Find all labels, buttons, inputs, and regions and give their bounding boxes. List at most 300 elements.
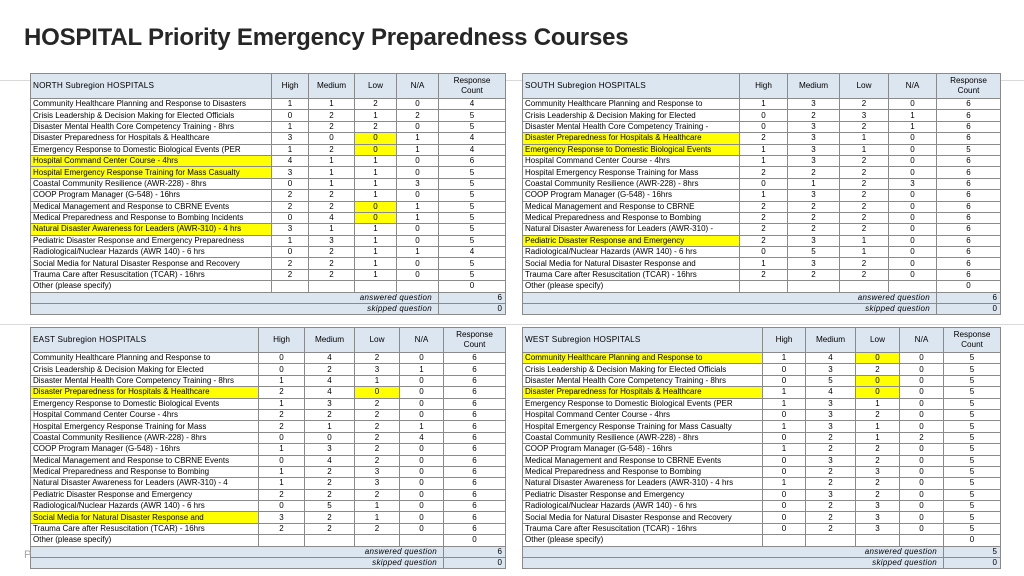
response-count-cell: 5 [944,409,1001,420]
course-name-cell: Radiological/Nuclear Hazards (AWR 140) - 6 hrs [31,501,259,512]
na-value-cell: 0 [900,421,944,432]
table-row [31,512,506,523]
medium-value-cell: 2 [788,224,840,235]
high-value-cell: 1 [740,155,788,166]
na-value-cell: 0 [889,133,937,144]
medium-value-cell: 1 [309,155,355,166]
response-count-header [944,328,1001,353]
medium-value-cell: 4 [305,375,355,386]
response-count-cell: 6 [937,201,1001,212]
answered-question-value: 5 [944,546,1001,557]
medium-value-cell: 2 [788,201,840,212]
na-value-cell: 4 [400,432,444,443]
table-row [523,421,1001,432]
high-value-cell: 2 [272,269,309,280]
na-column-header: N/A [889,74,937,99]
course-name-cell: Emergency Response to Domestic Biological Events [31,398,259,409]
na-value-cell: 2 [900,432,944,443]
low-value-cell: 2 [355,444,400,455]
table-row [523,235,1001,246]
na-value-cell [889,281,937,292]
response-count-cell: 4 [439,99,506,110]
response-count-cell: 6 [444,489,506,500]
high-value-cell: 2 [740,224,788,235]
answered-question-value: 6 [444,546,506,557]
course-name-cell: Hospital Command Center Course - 4hrs [523,155,740,166]
na-value-cell: 0 [900,501,944,512]
na-value-cell: 0 [397,99,439,110]
low-value-cell: 2 [355,432,400,443]
response-count-cell: 5 [944,421,1001,432]
low-value-cell: 2 [355,121,397,132]
low-value-cell [355,281,397,292]
response-count-cell: 5 [944,364,1001,375]
medium-value-cell [309,281,355,292]
high-value-cell: 2 [272,258,309,269]
low-column-header: Low [355,328,400,353]
high-value-cell: 0 [259,364,305,375]
medium-value-cell: 3 [305,444,355,455]
skipped-question-label: skipped question [31,558,444,569]
course-name-cell: Natural Disaster Awareness for Leaders (AWR-310) - 4 [31,478,259,489]
na-value-cell: 0 [397,269,439,280]
course-name-cell: Community Healthcare Planning and Response to [31,353,259,364]
na-value-cell: 0 [400,478,444,489]
response-count-cell: 5 [944,387,1001,398]
response-count-header-line1: Response [456,330,493,339]
response-count-cell: 6 [937,178,1001,189]
high-value-cell: 2 [740,167,788,178]
high-column-header: High [763,328,806,353]
course-name-cell: Medical Preparedness and Response to Bombing [523,466,763,477]
course-name-cell: Medical Management and Response to CBRNE [523,201,740,212]
low-value-cell: 1 [355,501,400,512]
medium-value-cell: 2 [788,167,840,178]
course-name-cell: Natural Disaster Awareness for Leaders (AWR-310) - 4 hrs [523,478,763,489]
response-count-cell: 6 [444,353,506,364]
table-row [523,512,1001,523]
course-name-cell: Hospital Emergency Response Training for Mass [523,167,740,178]
na-value-cell: 0 [900,398,944,409]
high-column-header: High [272,74,309,99]
response-count-cell: 6 [937,99,1001,110]
table-row [523,269,1001,280]
na-value-cell [400,535,444,546]
medium-value-cell: 3 [788,155,840,166]
high-value-cell: 2 [259,421,305,432]
table-row [31,247,506,258]
high-value-cell: 1 [740,99,788,110]
response-count-header-line2: Count [463,340,486,349]
table-row [31,258,506,269]
response-count-cell: 6 [444,455,506,466]
high-value-cell: 1 [272,99,309,110]
low-value-cell: 2 [840,178,889,189]
table-row [31,201,506,212]
medium-value-cell: 2 [806,478,856,489]
table-row [523,281,1001,292]
answered-question-value: 6 [937,292,1001,303]
low-value-cell: 1 [355,155,397,166]
course-name-cell: Medical Preparedness and Response to Bombing [31,466,259,477]
medium-value-cell: 4 [305,387,355,398]
table-header-row [523,328,1001,353]
response-count-header-line2: Count [461,86,483,95]
answered-question-row [31,546,506,557]
course-name-cell: Hospital Command Center Course - 4hrs [31,155,272,166]
response-count-cell: 0 [439,281,506,292]
response-count-cell: 0 [944,535,1001,546]
response-count-cell: 6 [937,235,1001,246]
answered-question-label: answered question [31,546,444,557]
medium-value-cell: 2 [309,190,355,201]
na-value-cell: 1 [397,247,439,258]
low-value-cell: 2 [856,364,900,375]
na-value-cell: 0 [889,247,937,258]
medium-value-cell: 3 [309,235,355,246]
medium-value-cell: 2 [788,269,840,280]
na-value-cell: 0 [900,375,944,386]
course-name-cell: Medical Preparedness and Response to Bombing [523,212,740,223]
na-value-cell: 1 [400,364,444,375]
table-row [523,478,1001,489]
high-value-cell: 0 [763,409,806,420]
high-value-cell: 0 [740,110,788,121]
low-value-cell: 2 [856,455,900,466]
high-value-cell: 2 [259,523,305,534]
table-region-header: EAST Subregion HOSPITALS [31,328,259,353]
low-value-cell: 2 [840,155,889,166]
course-name-cell: Disaster Preparedness for Hospitals & Healthcare [31,133,272,144]
skipped-question-value: 0 [937,304,1001,315]
low-value-cell: 1 [355,224,397,235]
response-count-cell: 0 [937,281,1001,292]
high-value-cell: 2 [740,269,788,280]
middle-divider [0,324,1024,325]
high-value-cell: 3 [259,512,305,523]
course-name-cell: Hospital Emergency Response Training for Mass Casualty [523,421,763,432]
table-row [523,387,1001,398]
table-row [523,190,1001,201]
answered-question-label: answered question [523,546,944,557]
low-value-cell: 1 [840,144,889,155]
medium-value-cell: 4 [309,212,355,223]
table-row [31,281,506,292]
table-row [523,409,1001,420]
course-name-cell: Medical Management and Response to CBRNE Events [523,455,763,466]
high-value-cell: 2 [259,489,305,500]
na-value-cell: 0 [397,167,439,178]
skipped-question-value: 0 [944,558,1001,569]
response-count-header-line2: Count [957,86,980,95]
response-count-cell: 6 [444,466,506,477]
table-row [31,523,506,534]
na-value-cell: 0 [889,224,937,235]
table-row [31,212,506,223]
table-row [31,387,506,398]
table-header-row [523,74,1001,99]
table-row [523,375,1001,386]
response-count-cell: 5 [944,444,1001,455]
high-value-cell: 1 [259,444,305,455]
table-row [523,258,1001,269]
medium-value-cell: 1 [309,224,355,235]
high-value-cell: 0 [740,178,788,189]
answered-question-value: 6 [439,292,506,303]
na-value-cell: 0 [900,364,944,375]
low-value-cell: 1 [856,421,900,432]
table-row [523,523,1001,534]
course-name-cell: Disaster Mental Health Core Competency Training - 8hrs [31,375,259,386]
medium-value-cell: 1 [309,167,355,178]
high-value-cell: 4 [272,155,309,166]
low-value-cell: 0 [856,387,900,398]
response-count-cell: 5 [944,353,1001,364]
low-value-cell: 2 [355,353,400,364]
low-value-cell: 1 [355,167,397,178]
low-value-cell: 2 [355,398,400,409]
response-count-cell: 6 [439,155,506,166]
response-count-cell: 6 [444,501,506,512]
low-value-cell: 3 [355,466,400,477]
table-row [31,421,506,432]
skipped-question-value: 0 [439,304,506,315]
response-count-header-line1: Response [950,76,987,85]
response-count-cell: 6 [444,409,506,420]
low-value-cell: 1 [355,247,397,258]
table-row [31,235,506,246]
table-row [31,375,506,386]
na-value-cell: 0 [397,155,439,166]
na-value-cell: 0 [889,155,937,166]
high-value-cell: 3 [272,167,309,178]
high-value-cell: 0 [259,353,305,364]
low-value-cell: 3 [840,110,889,121]
course-name-cell: Social Media for Natural Disaster Response and Recovery [523,512,763,523]
table-row [523,167,1001,178]
low-value-cell: 1 [355,235,397,246]
skipped-question-row [523,304,1001,315]
low-value-cell: 0 [355,144,397,155]
low-value-cell: 2 [355,409,400,420]
course-name-cell: Other (please specify) [523,281,740,292]
low-value-cell: 2 [355,99,397,110]
na-value-cell: 0 [889,212,937,223]
course-name-cell: Medical Preparedness and Response to Bombing Incidents [31,212,272,223]
high-value-cell: 1 [763,353,806,364]
response-count-cell: 6 [444,432,506,443]
course-name-cell: Coastal Community Resilience (AWR-228) - 8hrs [31,178,272,189]
low-value-cell: 2 [840,121,889,132]
table-row [523,133,1001,144]
medium-value-cell: 0 [309,133,355,144]
response-count-cell: 6 [444,398,506,409]
medium-value-cell: 3 [788,99,840,110]
response-count-cell: 5 [439,121,506,132]
course-name-cell: Social Media for Natural Disaster Response and Recovery [31,258,272,269]
course-name-cell: Other (please specify) [523,535,763,546]
table-row [31,269,506,280]
response-count-cell: 5 [439,269,506,280]
na-value-cell: 0 [900,523,944,534]
high-value-cell: 1 [259,398,305,409]
response-count-cell: 5 [944,489,1001,500]
course-name-cell: Natural Disaster Awareness for Leaders (AWR-310) - 4 hrs [31,224,272,235]
na-value-cell: 0 [889,235,937,246]
response-count-cell: 5 [944,512,1001,523]
medium-value-cell: 3 [806,421,856,432]
na-value-cell: 0 [889,269,937,280]
answered-question-row [523,546,1001,557]
response-count-cell: 6 [937,258,1001,269]
table-row [523,489,1001,500]
low-value-cell: 2 [355,489,400,500]
medium-column-header: Medium [305,328,355,353]
skipped-question-row [31,304,506,315]
table-row [31,353,506,364]
high-value-cell [740,281,788,292]
high-value-cell: 0 [740,247,788,258]
medium-value-cell: 3 [806,364,856,375]
low-value-cell: 1 [355,258,397,269]
na-value-cell [397,281,439,292]
medium-value-cell: 5 [806,375,856,386]
na-value-cell: 0 [397,121,439,132]
response-count-header [937,74,1001,99]
medium-value-cell: 2 [788,110,840,121]
na-value-cell: 0 [400,387,444,398]
answered-question-row [523,292,1001,303]
medium-value-cell: 1 [305,421,355,432]
medium-value-cell: 2 [309,258,355,269]
medium-value-cell: 2 [806,432,856,443]
medium-value-cell: 2 [309,269,355,280]
high-value-cell: 2 [740,201,788,212]
low-value-cell: 2 [856,478,900,489]
medium-value-cell: 4 [806,387,856,398]
medium-value-cell: 3 [788,190,840,201]
course-name-cell: Pediatric Disaster Response and Emergency Preparedness [31,235,272,246]
course-name-cell: Medical Management and Response to CBRNE Events [31,455,259,466]
na-column-header: N/A [900,328,944,353]
na-value-cell: 1 [397,133,439,144]
low-value-cell: 1 [840,247,889,258]
na-value-cell: 0 [889,258,937,269]
response-count-cell: 6 [444,364,506,375]
na-value-cell: 0 [400,455,444,466]
course-name-cell: Social Media for Natural Disaster Response and [523,258,740,269]
medium-value-cell: 3 [305,398,355,409]
answered-question-row [31,292,506,303]
medium-value-cell: 2 [806,523,856,534]
course-name-cell: Pediatric Disaster Response and Emergency [523,489,763,500]
course-name-cell: Other (please specify) [31,281,272,292]
high-value-cell: 0 [763,455,806,466]
medium-value-cell [788,281,840,292]
table-row [31,99,506,110]
table-row [523,201,1001,212]
high-value-cell: 1 [763,398,806,409]
skipped-question-label: skipped question [523,304,937,315]
medium-value-cell: 3 [806,455,856,466]
west-hospitals-table [522,327,1001,569]
low-value-cell: 1 [856,432,900,443]
na-value-cell: 1 [400,421,444,432]
course-name-cell: COOP Program Manager (G-548) - 16hrs [523,444,763,455]
page-title: HOSPITAL Priority Emergency Preparedness Courses [24,24,629,51]
course-name-cell: Hospital Command Center Course - 4hrs [31,409,259,420]
response-count-header-line1: Response [453,76,491,85]
table-row [31,398,506,409]
response-count-cell: 5 [439,201,506,212]
table-row [523,398,1001,409]
course-name-cell: Disaster Mental Health Core Competency Training - 8hrs [523,375,763,386]
medium-value-cell: 3 [788,133,840,144]
response-count-cell: 6 [937,247,1001,258]
table-row [523,501,1001,512]
low-value-cell: 2 [355,523,400,534]
high-value-cell: 3 [272,224,309,235]
na-value-cell: 0 [889,144,937,155]
low-value-cell: 3 [856,466,900,477]
table-row [31,444,506,455]
response-count-cell: 5 [944,432,1001,443]
high-value-cell: 2 [740,235,788,246]
medium-value-cell [806,535,856,546]
medium-value-cell: 2 [305,409,355,420]
table-row [523,535,1001,546]
table-row [31,364,506,375]
skipped-question-label: skipped question [523,558,944,569]
low-value-cell: 0 [355,201,397,212]
table-row [31,167,506,178]
high-value-cell: 0 [272,247,309,258]
table-row [31,478,506,489]
course-name-cell: Radiological/Nuclear Hazards (AWR 140) - 6 hrs [523,247,740,258]
response-count-cell: 5 [944,478,1001,489]
skipped-question-row [31,558,506,569]
na-value-cell: 0 [400,375,444,386]
na-value-cell: 0 [900,512,944,523]
table-row [523,212,1001,223]
course-name-cell: Disaster Mental Health Core Competency Training - 8hrs [31,121,272,132]
course-name-cell: Hospital Emergency Response Training for Mass [31,421,259,432]
medium-value-cell: 2 [305,512,355,523]
table-row [523,144,1001,155]
medium-value-cell: 3 [806,398,856,409]
response-count-cell: 5 [944,523,1001,534]
response-count-cell: 6 [937,121,1001,132]
table-row [31,489,506,500]
high-value-cell: 0 [763,489,806,500]
response-count-cell: 6 [444,512,506,523]
high-value-cell: 2 [259,387,305,398]
table-row [31,155,506,166]
course-name-cell: COOP Program Manager (G-548) - 16hrs [31,444,259,455]
table-row [31,144,506,155]
medium-value-cell: 4 [305,353,355,364]
medium-value-cell: 2 [305,489,355,500]
medium-value-cell: 3 [788,258,840,269]
na-value-cell: 3 [397,178,439,189]
course-name-cell: Trauma Care after Resuscitation (TCAR) - 16hrs [523,269,740,280]
low-value-cell: 2 [840,224,889,235]
na-value-cell: 0 [900,409,944,420]
low-value-cell: 2 [840,201,889,212]
response-count-header [444,328,506,353]
low-value-cell: 1 [355,190,397,201]
medium-value-cell: 2 [309,144,355,155]
